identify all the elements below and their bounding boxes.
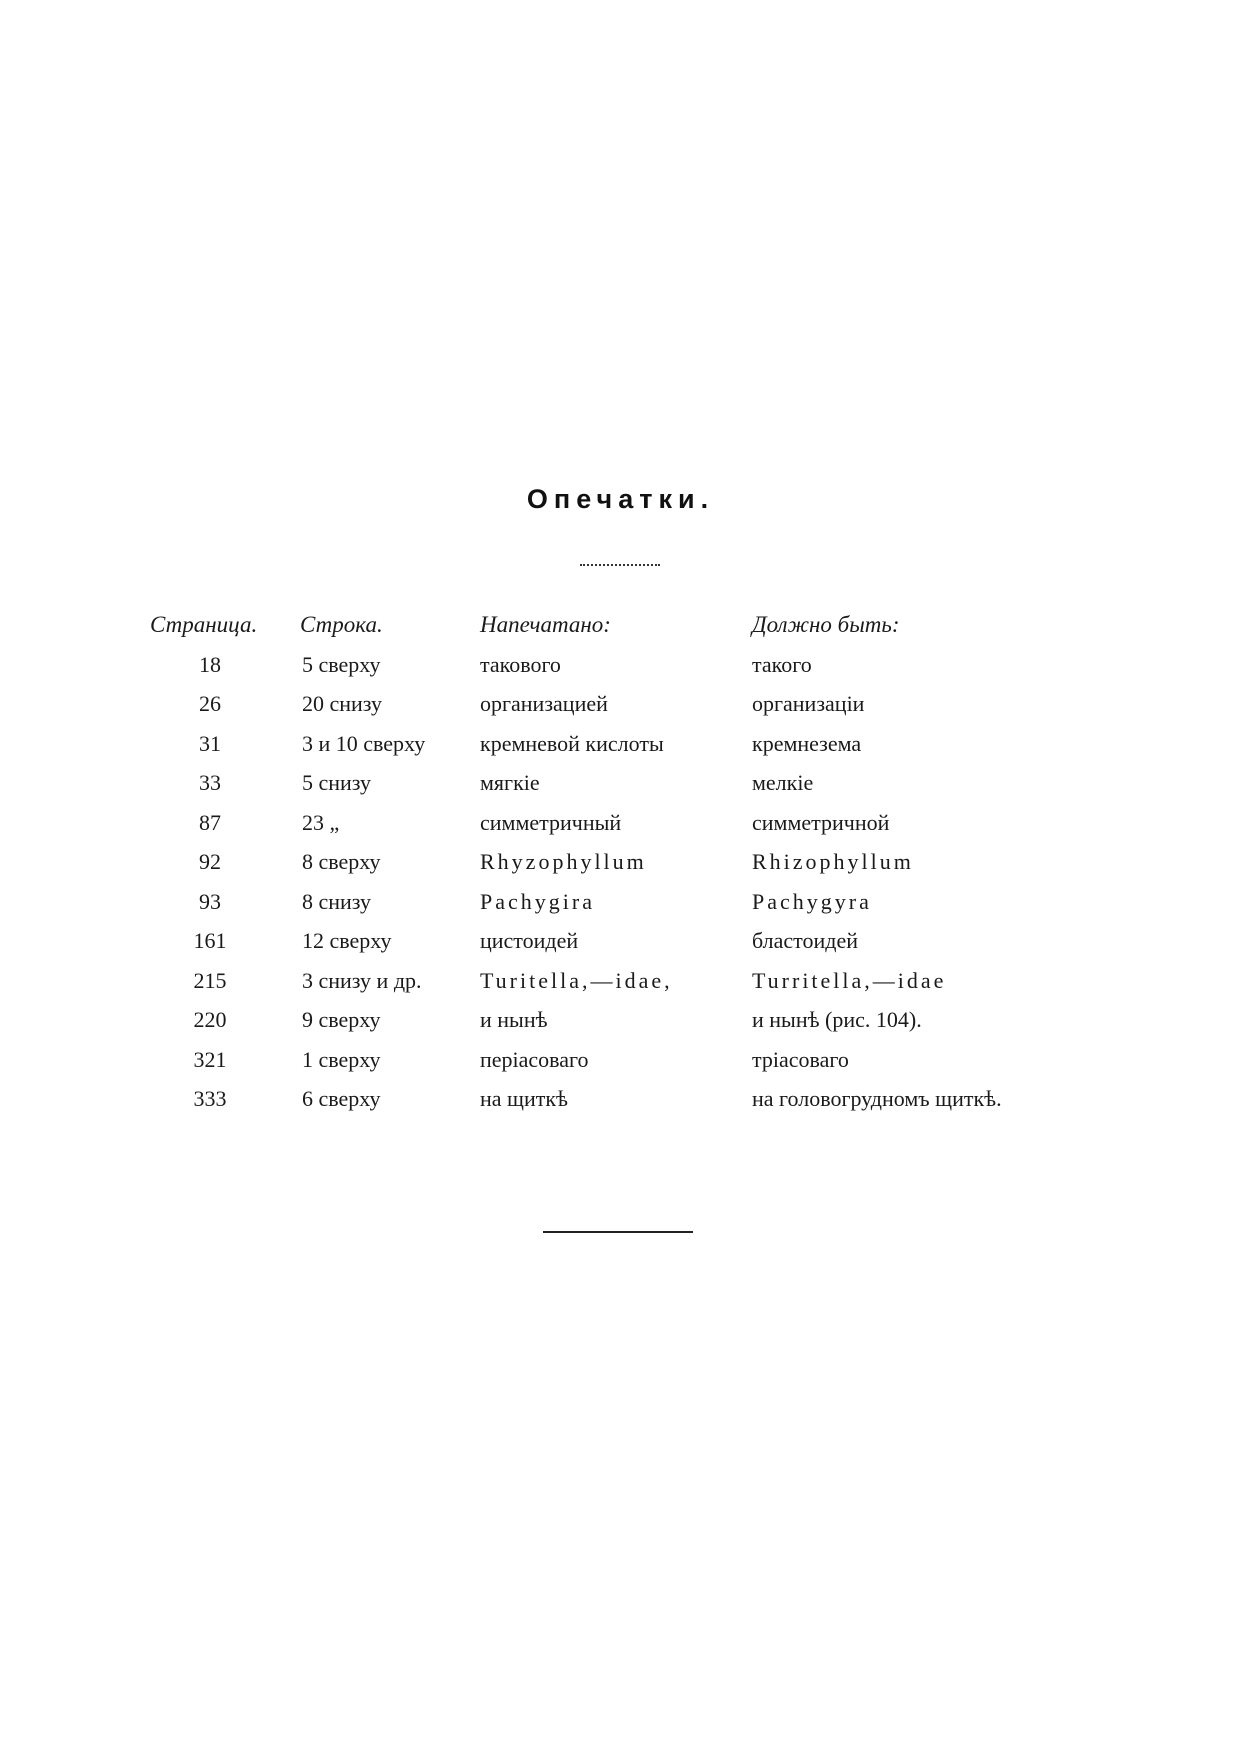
errata-printed-text: симметричный [480,809,622,835]
errata-line-ref: 9 сверху [302,1007,381,1033]
errata-line-ref: 5 снизу [302,770,372,796]
errata-printed-text: такового [480,651,561,677]
bottom-rule [543,1231,693,1233]
errata-page-number: 321 [193,1046,227,1072]
title-ornament [580,564,660,568]
errata-correct-text: тріасоваго [752,1046,849,1072]
errata-table [150,605,1110,1119]
errata-printed-text: мягкіе [480,770,540,796]
errata-line-ref: 1 сверху [302,1046,381,1072]
errata-printed-text: Pachygira [480,888,595,914]
header-page: Страница. [150,612,258,637]
errata-printed-text: Turitella,—idae, [480,967,673,993]
errata-line-ref: 8 сверху [302,849,381,875]
errata-correct-text: кремнезема [752,730,862,756]
errata-line-ref: 3 снизу и др. [302,967,422,993]
table-row [150,764,1110,804]
errata-line-ref: 6 сверху [302,1086,381,1112]
errata-printed-text: на щиткѣ [480,1086,568,1112]
errata-line-ref: 20 снизу [302,691,383,717]
errata-page-number: 87 [199,809,221,835]
errata-page-number: 26 [199,691,221,717]
errata-line-ref: 3 и 10 сверху [302,730,426,756]
header-printed: Напечатано: [480,612,611,637]
table-row [150,843,1110,883]
errata-correct-text: бластоидей [752,928,858,954]
errata-correct-text: симметричной [752,809,890,835]
errata-page-number: 31 [199,730,221,756]
table-row [150,724,1110,764]
errata-body [150,645,1110,1119]
table-row [150,803,1110,843]
errata-line-ref: 23 „ [302,809,340,835]
table-row [150,961,1110,1001]
page-title: Опечатки. [526,484,715,514]
errata-correct-text: на головогрудномъ щиткѣ. [752,1086,1002,1112]
errata-line-ref: 12 сверху [302,928,392,954]
errata-correct-text: Turritella,—idae [752,967,947,993]
errata-printed-text: Rhyzophyllum [480,849,647,875]
errata-page-number: 18 [199,651,221,677]
errata-page-number: 161 [193,928,227,954]
header-line: Строка. [300,612,383,637]
errata-printed-text: періасоваго [480,1046,589,1072]
table-row [150,1040,1110,1080]
table-row [150,882,1110,922]
errata-correct-text: Pachygyra [752,888,872,914]
errata-printed-text: кремневой кислоты [480,730,664,756]
table-row [150,922,1110,962]
errata-printed-text: цистоидей [480,928,579,954]
errata-page-number: 33 [199,770,221,796]
table-row [150,1001,1110,1041]
errata-page-number: 220 [193,1007,227,1033]
errata-correct-text: и нынѣ (рис. 104). [752,1007,922,1033]
errata-page-number: 333 [193,1086,227,1112]
errata-printed-text: и нынѣ [480,1007,548,1033]
table-row [150,645,1110,685]
errata-printed-text: организацией [480,691,608,717]
errata-page-number: 93 [199,888,221,914]
errata-page-number: 92 [199,849,221,875]
errata-correct-text: Rhizophyllum [752,849,914,875]
errata-header-row [150,605,1110,645]
errata-page-number: 215 [193,967,227,993]
errata-line-ref: 8 снизу [302,888,372,914]
table-row [150,1080,1110,1120]
errata-correct-text: мелкіе [752,770,814,796]
errata-line-ref: 5 сверху [302,651,381,677]
header-correct: Должно быть: [752,612,900,637]
errata-correct-text: такого [752,651,812,677]
errata-correct-text: организаціи [752,691,865,717]
table-row [150,685,1110,725]
